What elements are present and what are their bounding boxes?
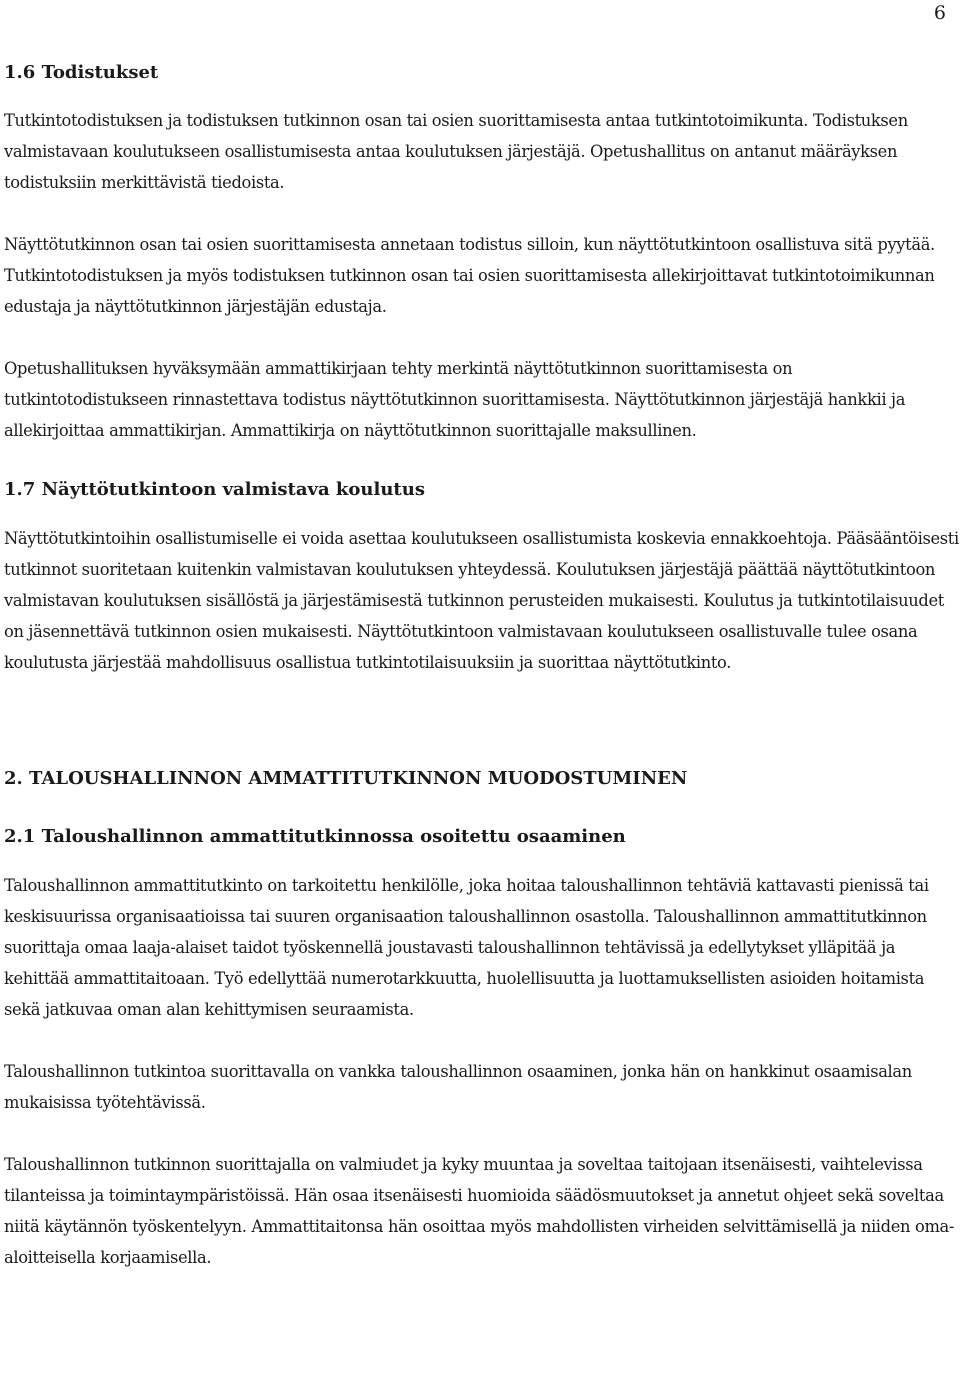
chapter-heading-2: 2. TALOUSHALLINNON AMMATTITUTKINNON MUODOSTUMINEN xyxy=(4,768,688,789)
paragraph: Näyttötutkintoihin osallistumiselle ei voida asettaa koulutukseen osallistumista koskevia ennakkoehtoja. Pääsääntöisesti tutkinnot suoritetaan kuitenkin valmistavan koulutuksen yhteydessä. Koulutuksen järjestäjä päättää näyttötutkintoon valmistavan koulutuksen sisällöstä ja järjestämisestä tutkinnon perusteiden mukaisesti. Koulutus ja tutkintotilaisuudet on jäsennettävä tutkinnon osien mukaisesti. Näyttötutkintoon valmistavaan koulutukseen osallistuvalle tulee osana koulutusta järjestää mahdollisuus osallistua tutkintotilaisuuksiin ja suorittaa näyttötutkinto. xyxy=(4,529,959,672)
page-number: 6 xyxy=(933,2,946,24)
section-heading-1-6: 1.6 Todistukset xyxy=(4,62,159,83)
section-heading-1-7: 1.7 Näyttötutkintoon valmistava koulutus xyxy=(4,479,425,500)
paragraph: Taloushallinnon ammattitutkinto on tarkoitettu henkilölle, joka hoitaa taloushallinnon tehtäviä kattavasti pienissä tai keskisuurissa organisaatioissa tai suuren organisaation taloushallinnon osastolla. Taloushallinnon ammattitutkinnon suorittaja omaa laaja-alaiset taidot työskennellä joustavasti taloushallinnon tehtävissä ja edellytykset ylläpitää ja kehittää ammattitaitoaan. Työ edellyttää numerotarkkuutta, huolellisuutta ja luottamuksellisten asioiden hoitamista sekä jatkuvaa oman alan kehittymisen seuraamista. xyxy=(4,876,929,1019)
paragraph: Näyttötutkinnon osan tai osien suorittamisesta annetaan todistus silloin, kun näyttötutkintoon osallistuva sitä pyytää. Tutkintotodistuksen ja myös todistuksen tutkinnon osan tai osien suorittamisesta allekirjoittavat tutkintotoimikunnan edustaja ja näyttötutkinnon järjestäjän edustaja. xyxy=(4,235,935,316)
paragraph: Opetushallituksen hyväksymään ammattikirjaan tehty merkintä näyttötutkinnon suorittamisesta on tutkintotodistukseen rinnastettava todistus näyttötutkinnon suorittamisesta. Näyttötutkinnon järjestäjä hankkii ja allekirjoittaa ammattikirjan. Ammattikirja on näyttötutkinnon suorittajalle maksullinen. xyxy=(4,359,906,440)
paragraph: Tutkintotodistuksen ja todistuksen tutkinnon osan tai osien suorittamisesta antaa tutkintotoimikunta. Todistuksen valmistavaan koulutukseen osallistumisesta antaa koulutuksen järjestäjä. Opetushallitus on antanut määräyksen todistuksiin merkittävistä tiedoista. xyxy=(4,111,908,192)
document-body xyxy=(4,62,960,1273)
paragraph: Taloushallinnon tutkinnon suorittajalla on valmiudet ja kyky muuntaa ja soveltaa taitojaan itsenäisesti, vaihtelevissa tilanteissa ja toimintaympäristöissä. Hän osaa itsenäisesti huomioida säädösmuutokset ja annetut ohjeet sekä soveltaa niitä käytännön työskentelyyn. Ammattitaitonsa hän osoittaa myös mahdollisten virheiden selvittämisellä ja niiden oma-aloitteisella korjaamisella. xyxy=(4,1155,955,1267)
section-heading-2-1: 2.1 Taloushallinnon ammattitutkinnossa osoitettu osaaminen xyxy=(4,826,626,847)
paragraph: Taloushallinnon tutkintoa suorittavalla on vankka taloushallinnon osaaminen, jonka hän on hankkinut osaamisalan mukaisissa työtehtävissä. xyxy=(4,1062,912,1112)
